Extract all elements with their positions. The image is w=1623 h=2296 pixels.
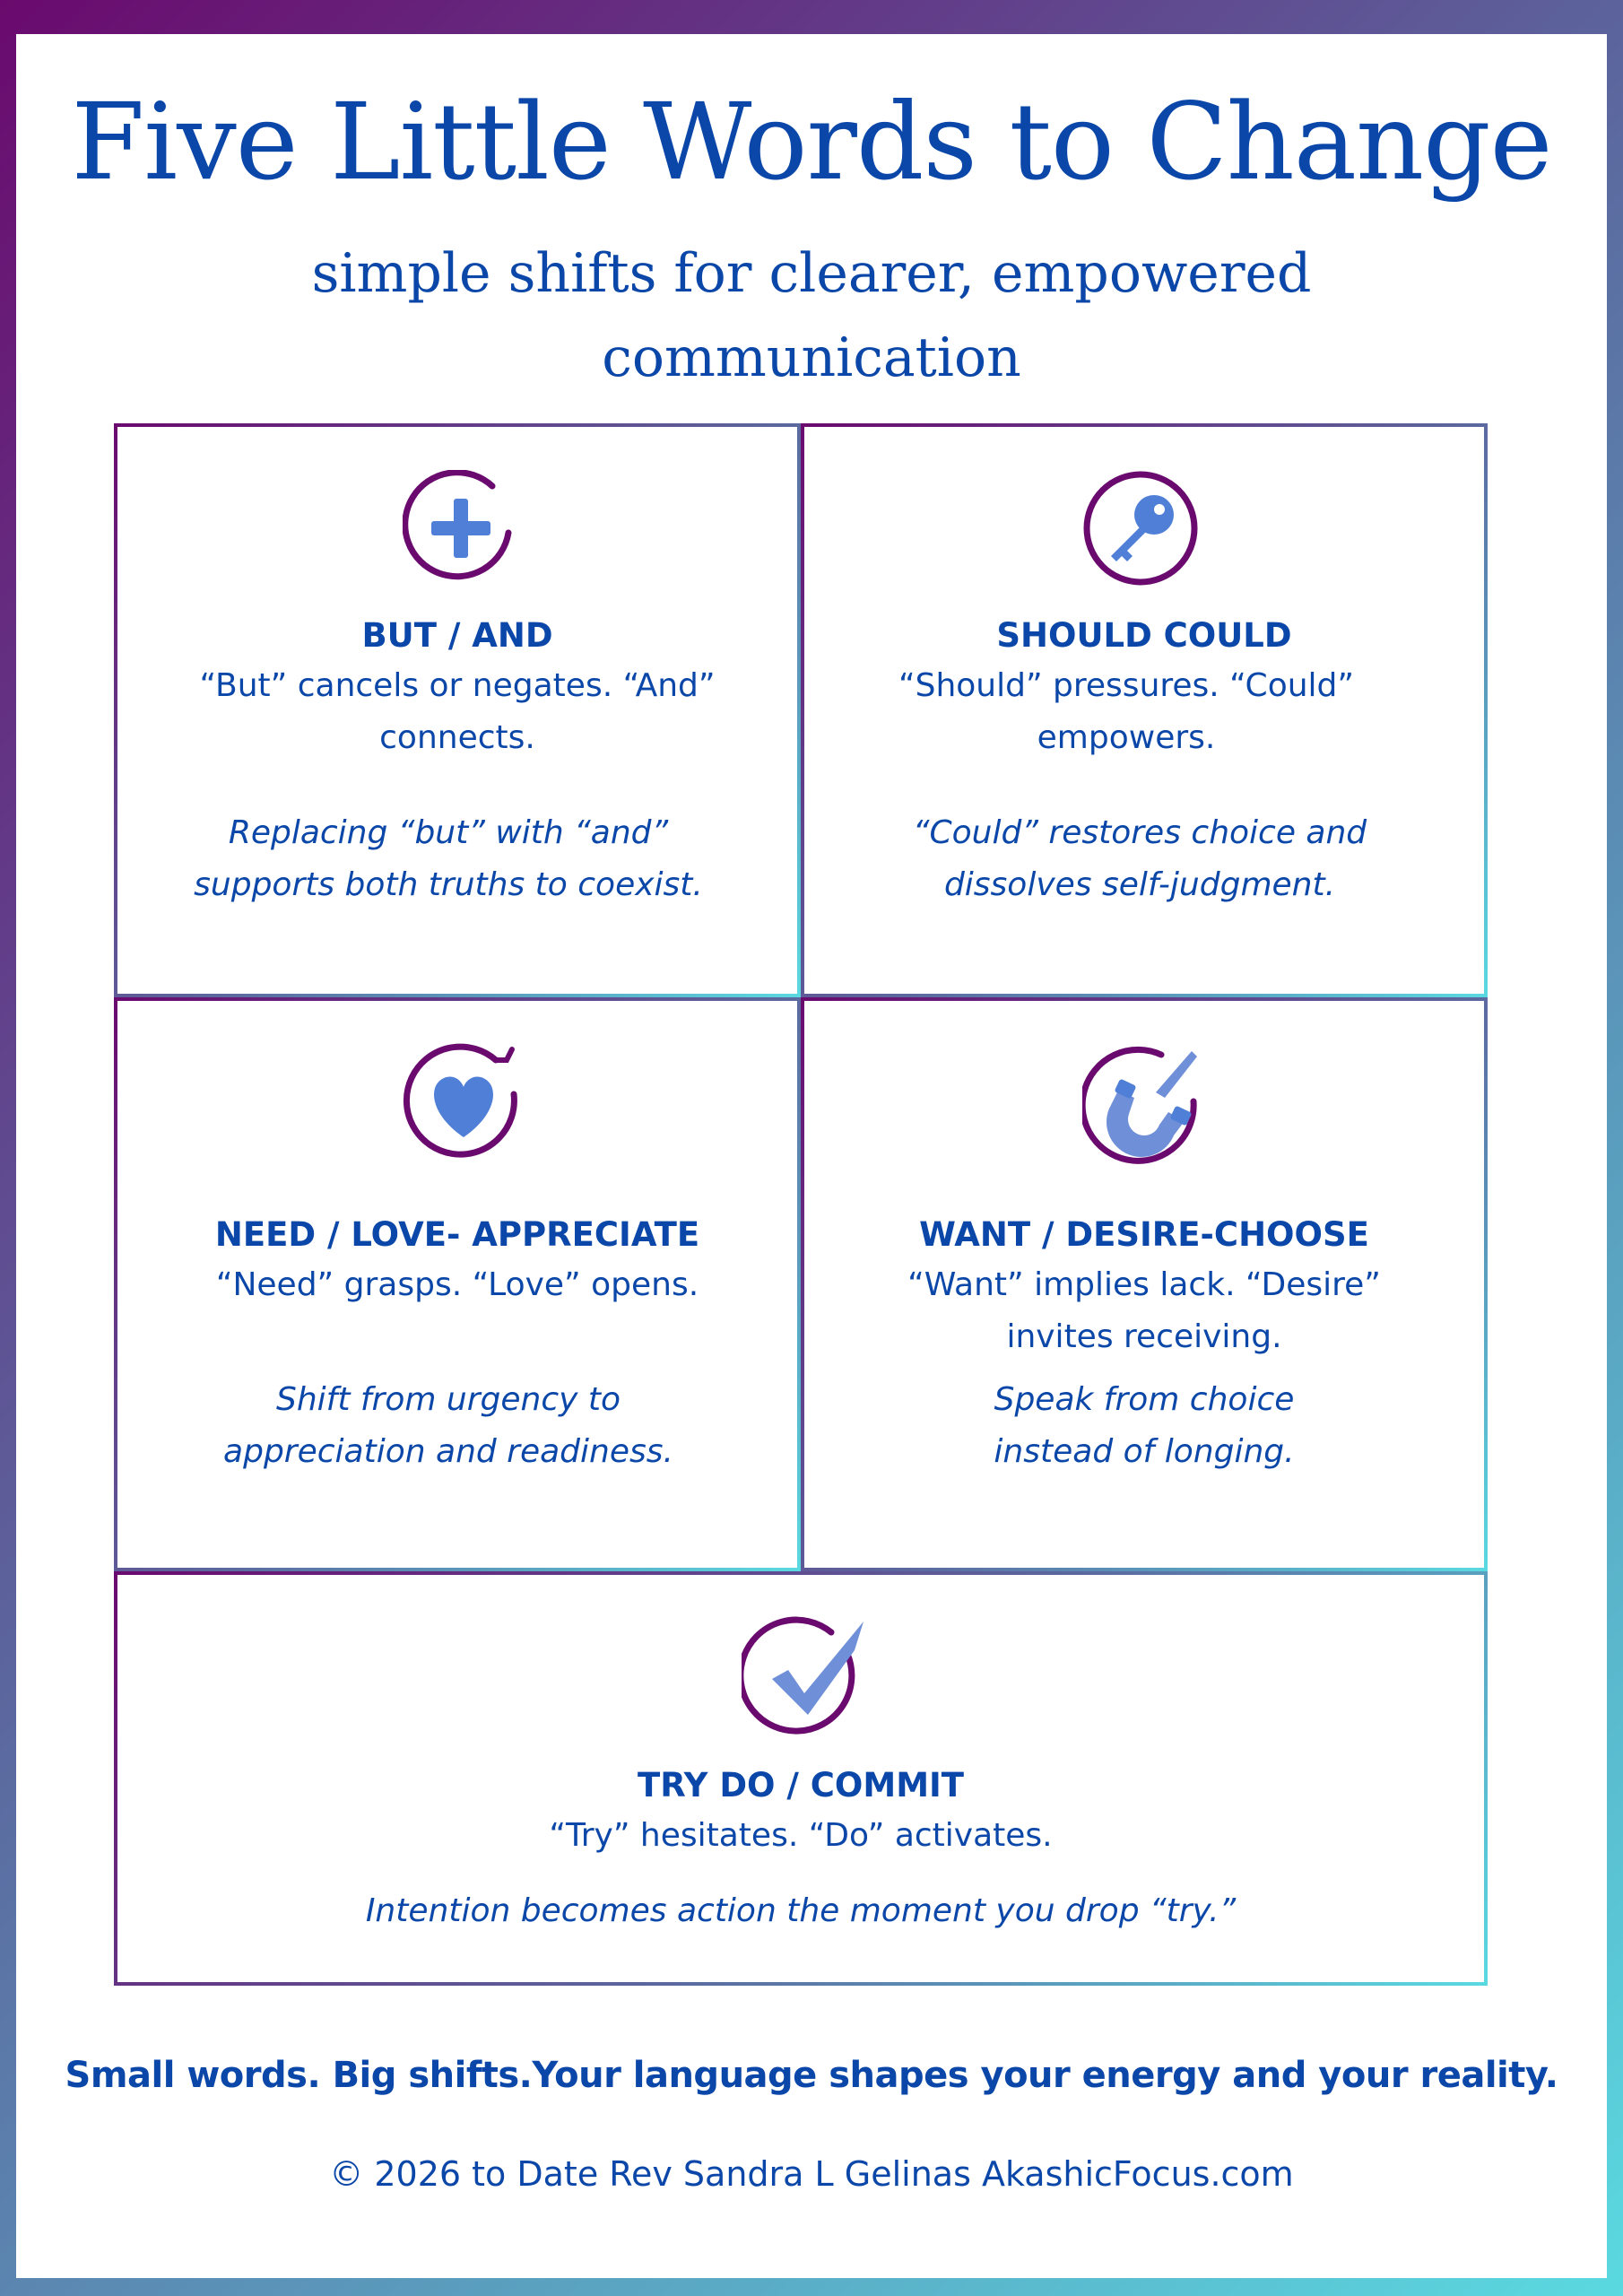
tagline: Small words. Big shifts.Your language shapes your energy and your reality.: [65, 2055, 1558, 2096]
page-title: Five Little Words to Change: [71, 80, 1552, 204]
copyright-footer: © 2026 to Date Rev Sandra L Gelinas AkashicFocus.com: [329, 2154, 1294, 2194]
card-note: Intention becomes action the moment you drop “try.”: [365, 1892, 1237, 1929]
plus-icon: [403, 470, 519, 587]
card-heading: WANT / DESIRE-CHOOSE: [919, 1215, 1369, 1254]
card-heading: TRY DO / COMMIT: [637, 1766, 965, 1805]
card-body: “Need” grasps. “Love” opens.: [215, 1266, 699, 1303]
card-heading: SHOULD COULD: [996, 616, 1292, 655]
card-but-and: [114, 423, 801, 997]
card-body: “Want” implies lack. “Desire” invites receiving.: [907, 1266, 1381, 1355]
card-heading: BUT / AND: [361, 616, 553, 655]
page-subtitle: simple shifts for clearer, empowered communication: [311, 242, 1312, 389]
card-note: Replacing “but” with “and” supports both truths to coexist.: [194, 814, 703, 903]
card-note: “Could” restores choice and dissolves self-judgment.: [912, 814, 1367, 903]
card-heading: NEED / LOVE- APPRECIATE: [214, 1215, 700, 1254]
heart-icon: [403, 1042, 528, 1168]
card-note: Shift from urgency to appreciation and readiness.: [223, 1381, 673, 1470]
checkmark-icon: [742, 1614, 876, 1740]
card-body: “Try” hesitates. “Do” activates.: [549, 1817, 1053, 1854]
card-should-could: [801, 423, 1488, 997]
card-note: Speak from choice instead of longing.: [994, 1381, 1295, 1470]
key-icon: [1082, 470, 1199, 587]
card-want-desire: [801, 997, 1488, 1571]
card-need-love: [114, 997, 801, 1571]
card-body: “Should” pressures. “Could” empowers.: [898, 667, 1355, 756]
card-body: “But” cancels or negates. “And” connects.: [199, 667, 716, 756]
magnet-icon: [1082, 1039, 1208, 1170]
card-try-do: [114, 1571, 1488, 1986]
